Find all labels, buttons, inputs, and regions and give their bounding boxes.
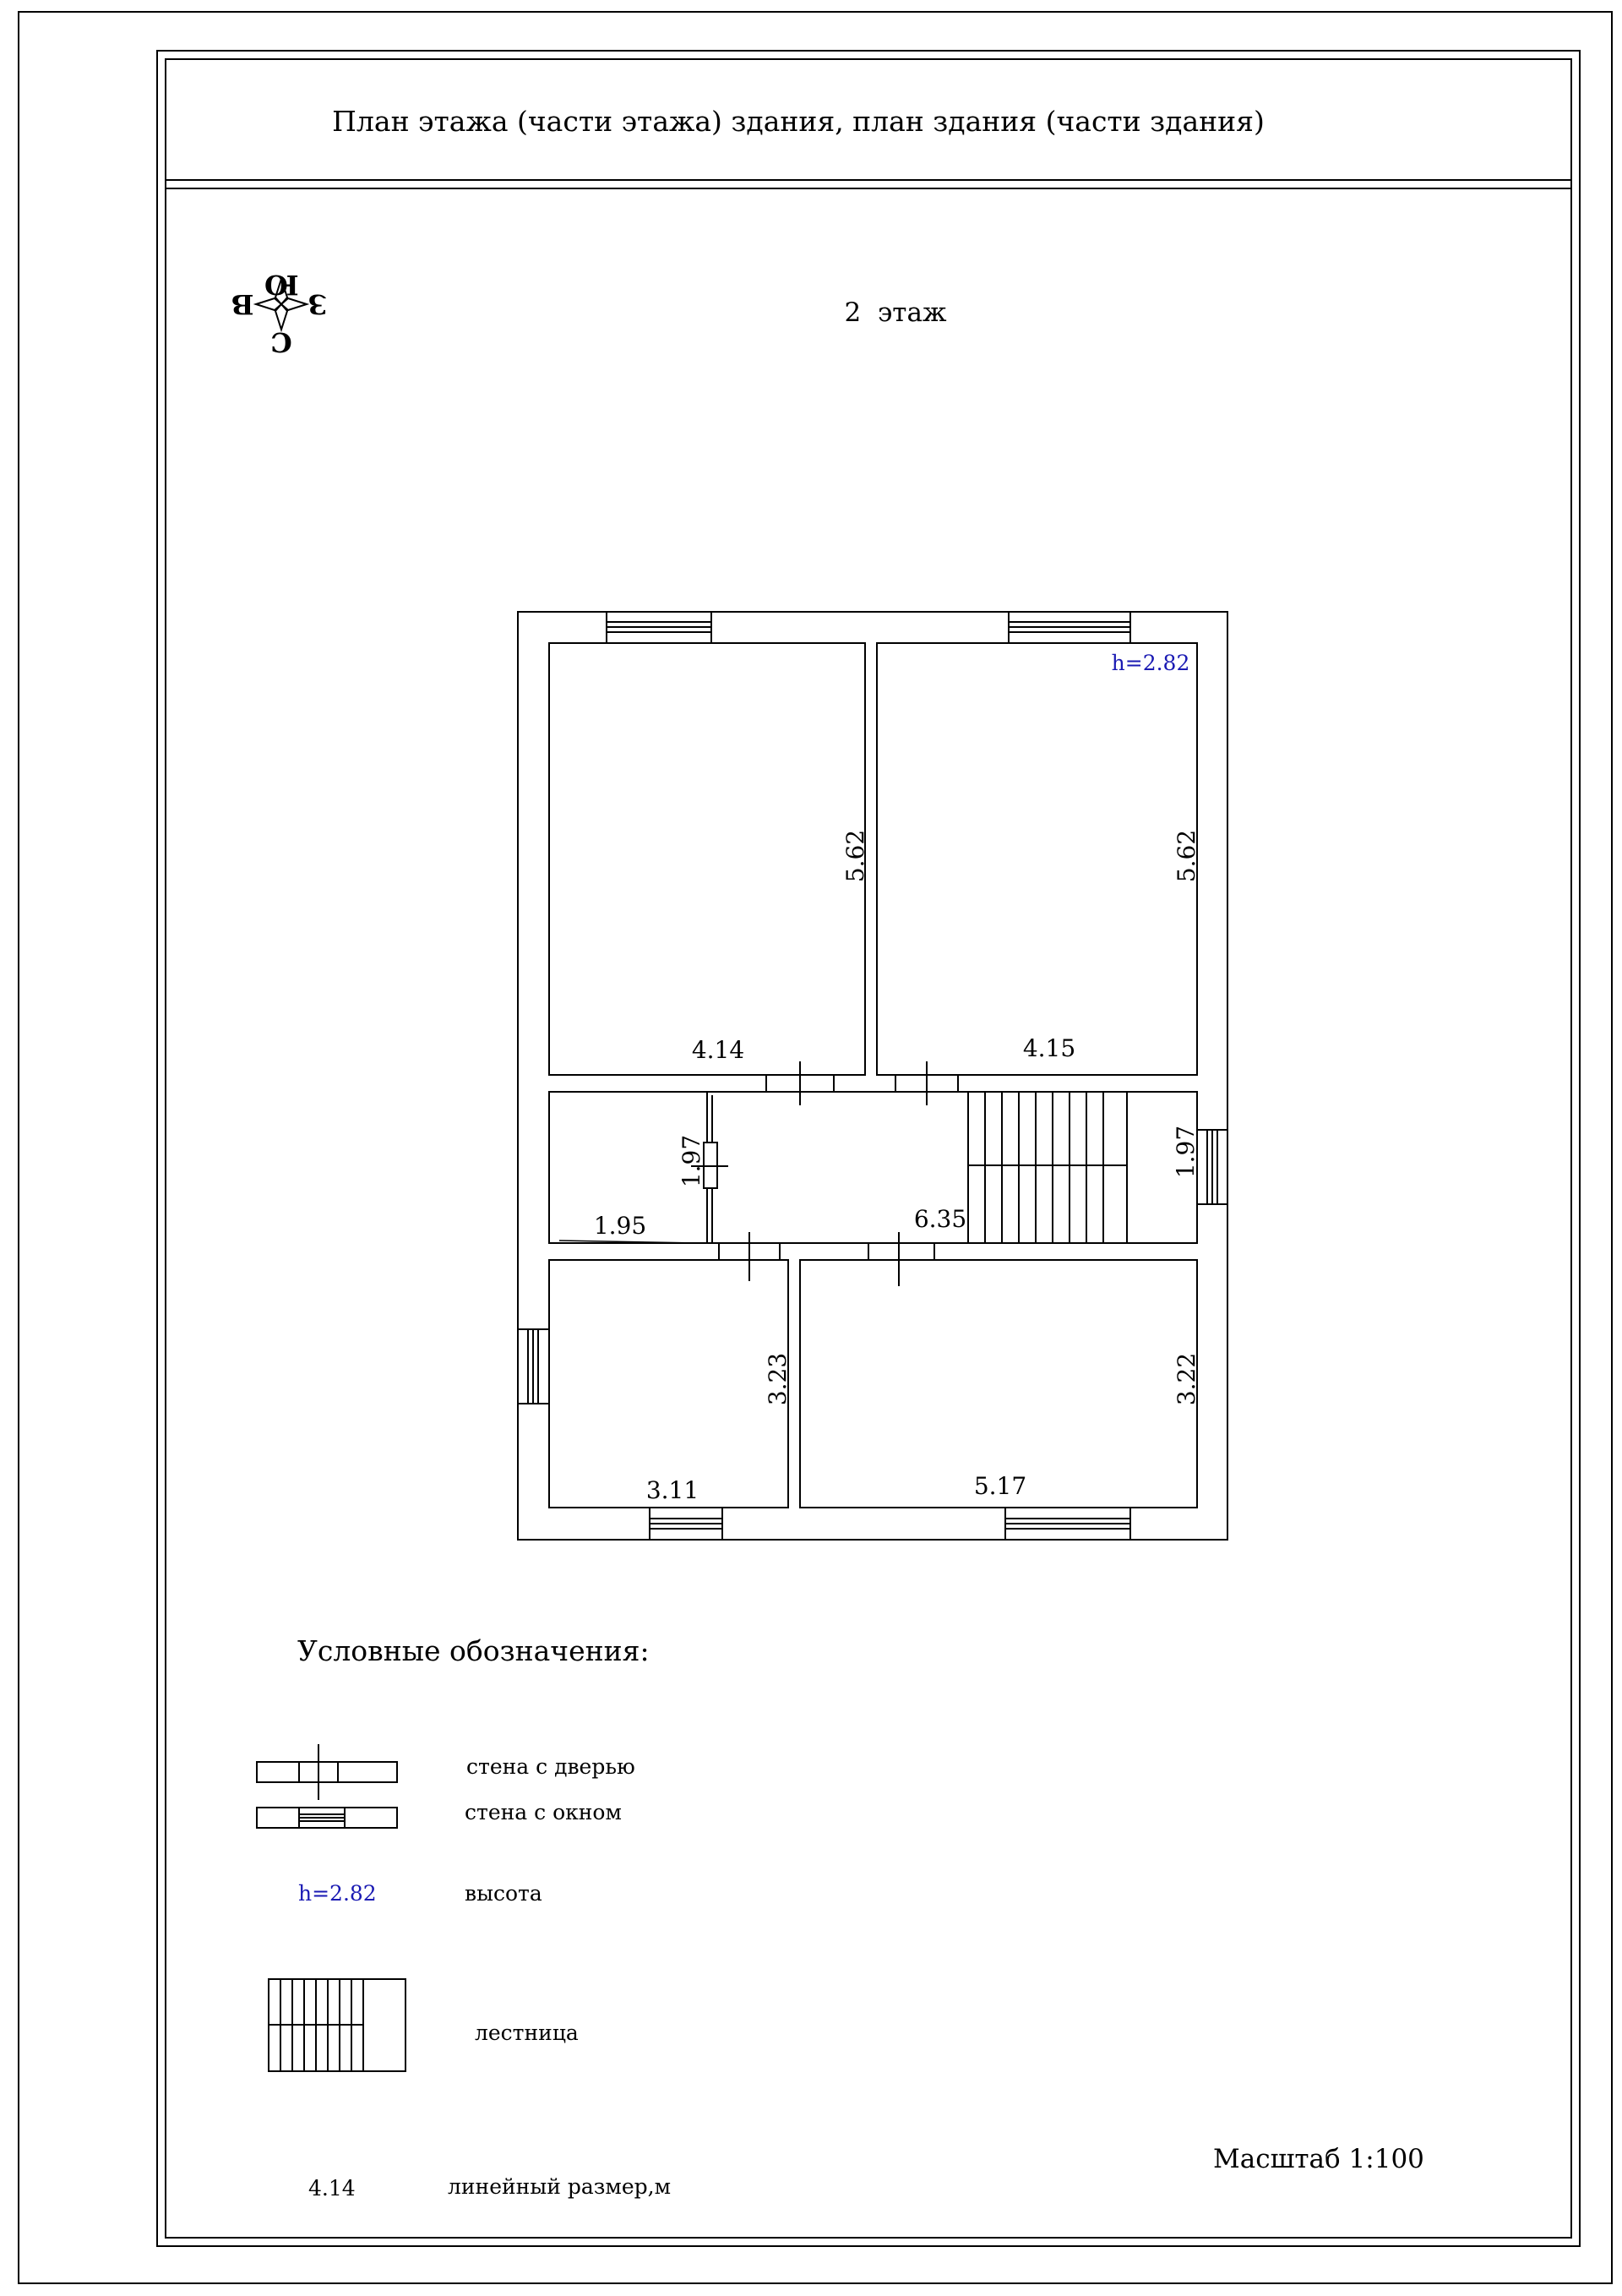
legend-height-sample: h=2.82 xyxy=(298,1881,377,1906)
scale-label: Масштаб 1:100 xyxy=(1213,2144,1424,2174)
room-5 xyxy=(549,1260,788,1508)
room-1 xyxy=(549,643,865,1075)
legend-stairs-label: лестница xyxy=(475,2021,579,2045)
legend-dim-label: линейный размер,м xyxy=(448,2174,672,2199)
height-label: h=2.82 xyxy=(1111,651,1190,675)
dim-stair-depth: 1.97 xyxy=(1172,1125,1200,1179)
compass-east-label: В xyxy=(231,288,254,320)
dim-small-room-depth: 1.97 xyxy=(678,1134,705,1188)
compass-north-label: С xyxy=(270,326,292,358)
room-6 xyxy=(800,1260,1197,1508)
dim-room1-width: 4.14 xyxy=(691,1036,745,1064)
sheet-frame xyxy=(19,12,1612,2283)
dim-room1-depth: 5.62 xyxy=(841,829,869,883)
legend-height-label: высота xyxy=(465,1881,542,1906)
dim-room6-depth: 3.22 xyxy=(1173,1352,1200,1406)
room-2 xyxy=(877,643,1197,1075)
compass-rose-icon xyxy=(231,269,327,358)
dim-hall-width: 6.35 xyxy=(913,1205,967,1233)
legend-heading: Условные обозначения: xyxy=(297,1634,650,1667)
floor-label: 2 этаж xyxy=(844,297,947,328)
legend-door-label: стена с дверью xyxy=(466,1754,635,1779)
window-right-wall xyxy=(1197,1130,1227,1204)
window-bottom-left xyxy=(650,1508,722,1540)
window-top-left xyxy=(607,612,711,643)
window-top-right xyxy=(1009,612,1130,643)
dim-room5-depth: 3.23 xyxy=(764,1352,792,1406)
building-plan xyxy=(518,612,1227,1540)
legend-window-symbol xyxy=(257,1808,397,1828)
dim-room5-width: 3.11 xyxy=(645,1476,699,1504)
legend-stairs-symbol xyxy=(269,1979,406,2071)
compass-west-label: З xyxy=(308,288,328,320)
staircase xyxy=(968,1092,1127,1243)
dim-room2-width: 4.15 xyxy=(1022,1034,1076,1062)
dim-room6-width: 5.17 xyxy=(973,1472,1027,1500)
legend-door-symbol xyxy=(257,1744,397,1800)
doors xyxy=(691,1061,958,1286)
legend-dim-sample: 4.14 xyxy=(308,2176,356,2201)
legend-window-label: стена с окном xyxy=(465,1800,622,1824)
dim-small-room-width: 1.95 xyxy=(593,1212,647,1240)
window-left-wall xyxy=(518,1329,549,1404)
compass-south-label: Ю xyxy=(264,269,299,301)
page-title: План этажа (части этажа) здания, план здания (части здания) xyxy=(332,105,1265,138)
window-bottom-right xyxy=(1005,1508,1130,1540)
dim-room2-depth: 5.62 xyxy=(1173,829,1200,883)
